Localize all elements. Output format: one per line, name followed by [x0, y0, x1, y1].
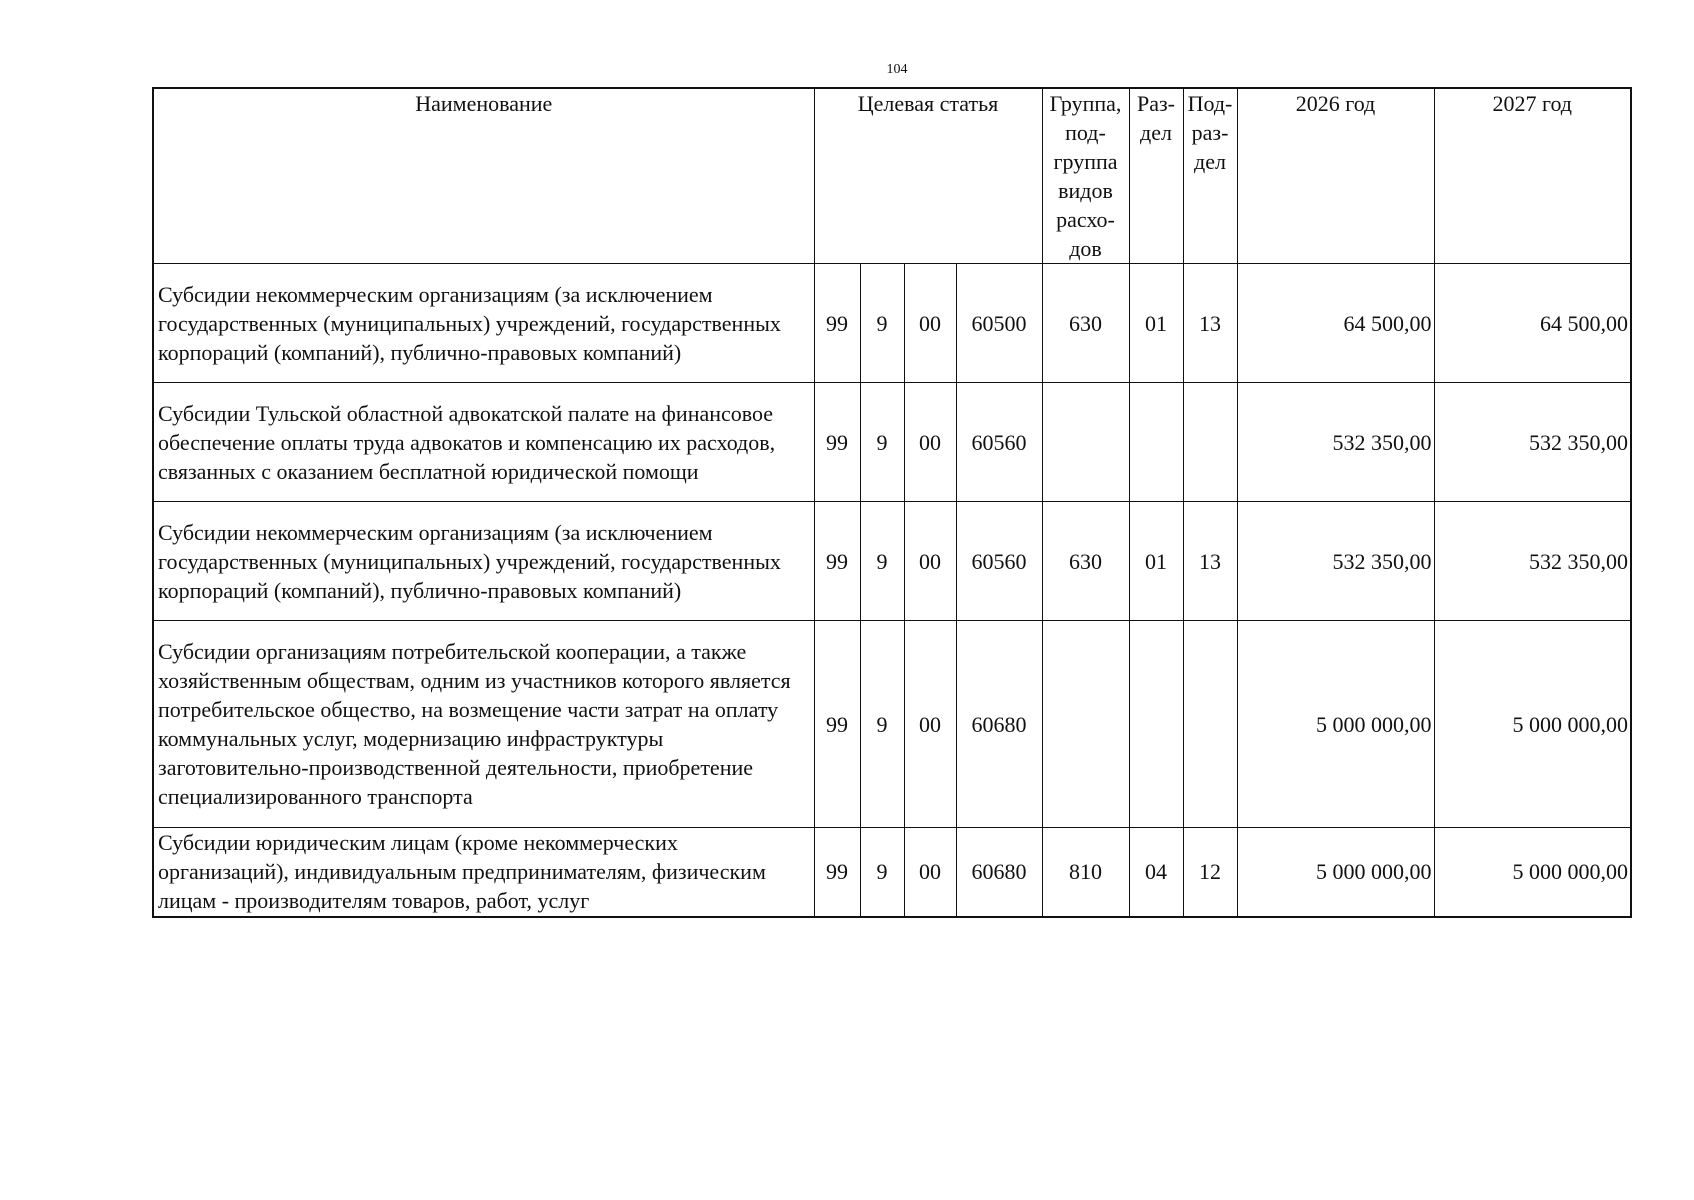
row-code-item: 60560 — [956, 502, 1042, 621]
header-row — [153, 88, 1631, 264]
row-code-subprogram: 9 — [860, 383, 904, 502]
row-subsection — [1183, 383, 1237, 502]
row-amount-2027: 532 350,00 — [1434, 383, 1631, 502]
row-amount-2026: 5 000 000,00 — [1237, 621, 1434, 828]
table-row — [153, 828, 1631, 917]
row-expense-group: 810 — [1042, 828, 1129, 917]
row-section: 01 — [1129, 502, 1183, 621]
table-row — [153, 621, 1631, 828]
row-code-item: 60680 — [956, 828, 1042, 917]
row-code-subprogram: 9 — [860, 621, 904, 828]
row-code-direction: 00 — [904, 264, 956, 383]
header-target-article: Целевая статья — [814, 88, 1042, 264]
row-subsection: 13 — [1183, 502, 1237, 621]
row-expense-group: 630 — [1042, 502, 1129, 621]
header-expense-group: Группа, под-группа видов расхо-дов — [1042, 88, 1129, 264]
row-amount-2027: 5 000 000,00 — [1434, 621, 1631, 828]
row-amount-2026: 532 350,00 — [1237, 383, 1434, 502]
table-row — [153, 264, 1631, 383]
row-section — [1129, 383, 1183, 502]
row-code-item: 60500 — [956, 264, 1042, 383]
row-code-program: 99 — [814, 621, 860, 828]
row-expense-group: 630 — [1042, 264, 1129, 383]
header-name: Наименование — [153, 88, 814, 264]
row-subsection: 13 — [1183, 264, 1237, 383]
row-name: Субсидии Тульской областной адвокатской палате на финансовое обеспечение оплаты труда адвокатов и компенсацию их расходов, связанных с оказанием бесплатной юридической помощи — [153, 383, 814, 502]
row-expense-group — [1042, 383, 1129, 502]
header-section: Раз-дел — [1129, 88, 1183, 264]
header-year-2027: 2027 год — [1434, 88, 1631, 264]
page-number: 104 — [886, 62, 908, 77]
row-code-program: 99 — [814, 828, 860, 917]
row-amount-2026: 532 350,00 — [1237, 502, 1434, 621]
row-subsection — [1183, 621, 1237, 828]
header-year-2026: 2026 год — [1237, 88, 1434, 264]
row-code-direction: 00 — [904, 502, 956, 621]
budget-table — [152, 87, 1632, 918]
row-subsection: 12 — [1183, 828, 1237, 917]
row-code-direction: 00 — [904, 383, 956, 502]
row-amount-2027: 532 350,00 — [1434, 502, 1631, 621]
row-code-item: 60680 — [956, 621, 1042, 828]
row-code-subprogram: 9 — [860, 828, 904, 917]
row-code-direction: 00 — [904, 621, 956, 828]
row-code-subprogram: 9 — [860, 502, 904, 621]
row-amount-2026: 64 500,00 — [1237, 264, 1434, 383]
table-row — [153, 383, 1631, 502]
row-name: Субсидии некоммерческим организациям (за исключением государственных (муниципальных) учреждений, государственных корпораций (компаний), публично-правовых компаний) — [153, 264, 814, 383]
row-code-program: 99 — [814, 502, 860, 621]
row-code-direction: 00 — [904, 828, 956, 917]
row-code-program: 99 — [814, 264, 860, 383]
row-name: Субсидии организациям потребительской кооперации, а также хозяйственным обществам, одним из участников которого является потребительское общество, на возмещение части затрат на оплату коммунальных услуг, модернизацию инфраструктуры заготовительно-производственной деятельности, приобретение специализированного транспорта — [153, 621, 814, 828]
row-amount-2026: 5 000 000,00 — [1237, 828, 1434, 917]
table-row — [153, 502, 1631, 621]
row-code-subprogram: 9 — [860, 264, 904, 383]
row-amount-2027: 5 000 000,00 — [1434, 828, 1631, 917]
header-subsection: Под-раз-дел — [1183, 88, 1237, 264]
row-amount-2027: 64 500,00 — [1434, 264, 1631, 383]
row-name: Субсидии юридическим лицам (кроме некоммерческих организаций), индивидуальным предпринимателям, физическим лицам - производителям товаров, работ, услуг — [153, 828, 814, 917]
row-section: 01 — [1129, 264, 1183, 383]
row-name: Субсидии некоммерческим организациям (за исключением государственных (муниципальных) учреждений, государственных корпораций (компаний), публично-правовых компаний) — [153, 502, 814, 621]
row-section — [1129, 621, 1183, 828]
row-section: 04 — [1129, 828, 1183, 917]
row-code-program: 99 — [814, 383, 860, 502]
row-code-item: 60560 — [956, 383, 1042, 502]
row-expense-group — [1042, 621, 1129, 828]
